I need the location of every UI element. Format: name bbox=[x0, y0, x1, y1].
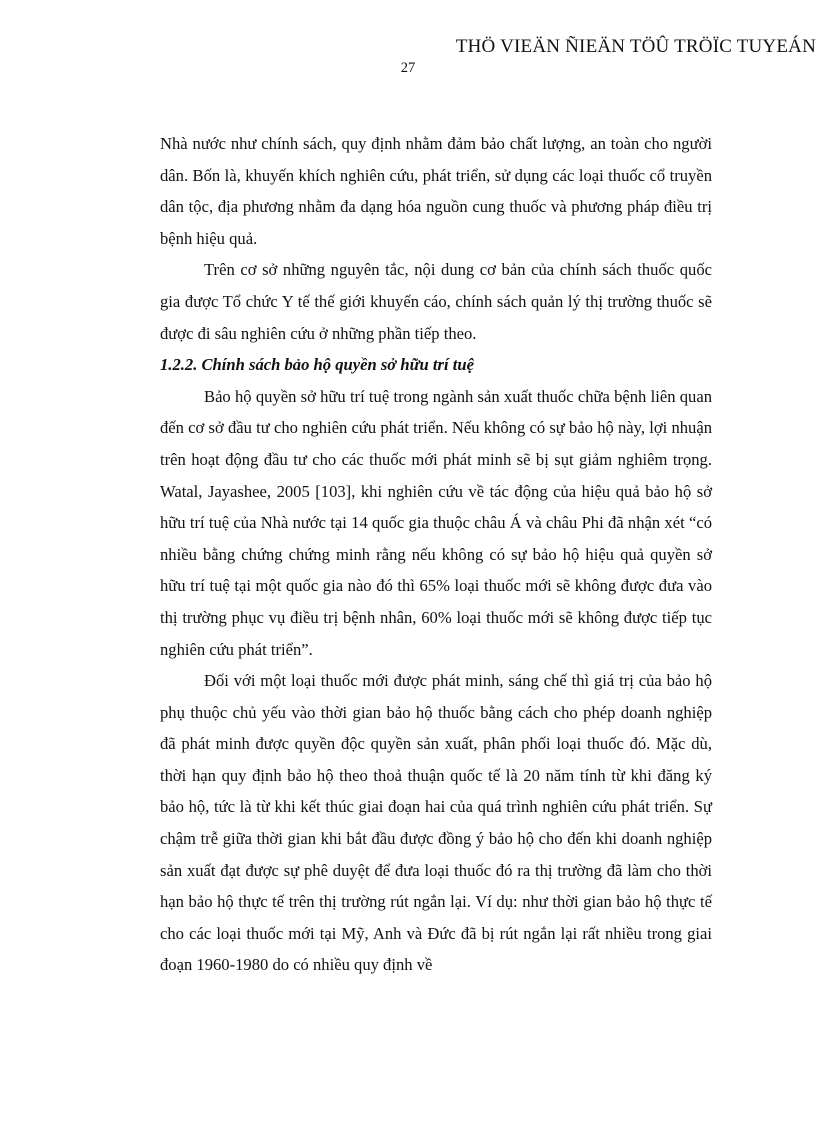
paragraph-3: Bảo hộ quyền sở hữu trí tuệ trong ngành sản xuất thuốc chữa bệnh liên quan đến cơ sở đầu tư cho nghiên cứu phát triển. Nếu không có sự bảo hộ này, lợi nhuận trên hoạt động đầu tư cho các thuốc mới phát minh sẽ bị sụt giảm nghiêm trọng. Watal, Jayashee, 2005 [103], khi nghiên cứu về tác động của hiệu quả bảo hộ sở hữu trí tuệ của Nhà nước tại 14 quốc gia thuộc châu Á và châu Phi đã nhận xét “có nhiều bằng chứng chứng minh rằng nếu không có sự bảo hộ hiệu quả quyền sở hữu trí tuệ tại một quốc gia nào đó thì 65% loại thuốc mới sẽ không được đưa vào thị trường phục vụ điều trị bệnh nhân, 60% loại thuốc mới sẽ không được tiếp tục nghiên cứu phát triển”. bbox=[160, 386, 712, 659]
document-body bbox=[160, 128, 712, 981]
paragraph-4: Đối với một loại thuốc mới được phát minh, sáng chế thì giá trị của bảo hộ phụ thuộc chủ yếu vào thời gian bảo hộ thuốc bằng cách cho phép doanh nghiệp đã phát minh được quyền độc quyền sản xuất, phân phối loại thuốc đó. Mặc dù, thời hạn quy định bảo hộ theo thoả thuận quốc tế là 20 năm tính từ khi đăng ký bảo hộ, tức là từ khi kết thúc giai đoạn hai của quá trình nghiên cứu phát triển. Sự chậm trễ giữa thời gian khi bắt đầu được đồng ý bảo hộ cho đến khi doanh nghiệp sản xuất đạt được sự phê duyệt để đưa loại thuốc đó ra thị trường đã làm cho thời hạn bảo hộ thực tế trên thị trường rút ngắn lại. Ví dụ: như thời gian bảo hộ thực tế cho các loại thuốc mới tại Mỹ, Anh và Đức đã bị rút ngắn lại rất nhiều trong giai đoạn 1960-1980 do có nhiều quy định về bbox=[160, 671, 712, 975]
paragraph-2: Trên cơ sở những nguyên tắc, nội dung cơ bản của chính sách thuốc quốc gia được Tổ chức Y tế thế giới khuyến cáo, chính sách quản lý thị trường thuốc sẽ được đi sâu nghiên cứu ở những phần tiếp theo. bbox=[160, 260, 712, 343]
library-header: THÖ VIEÄN ÑIEÄN TÖÛ TRÖÏC TUYEÁN bbox=[455, 36, 816, 57]
section-heading: 1.2.2. Chính sách bảo hộ quyền sở hữu trí tuệ bbox=[160, 355, 474, 375]
paragraph-1: Nhà nước như chính sách, quy định nhằm đảm bảo chất lượng, an toàn cho người dân. Bốn là, khuyến khích nghiên cứu, phát triển, sử dụng các loại thuốc cổ truyền dân tộc, địa phương nhằm đa dạng hóa nguồn cung thuốc và phương pháp điều trị bệnh hiệu quả. bbox=[160, 134, 712, 248]
page-number: 27 bbox=[400, 60, 416, 76]
